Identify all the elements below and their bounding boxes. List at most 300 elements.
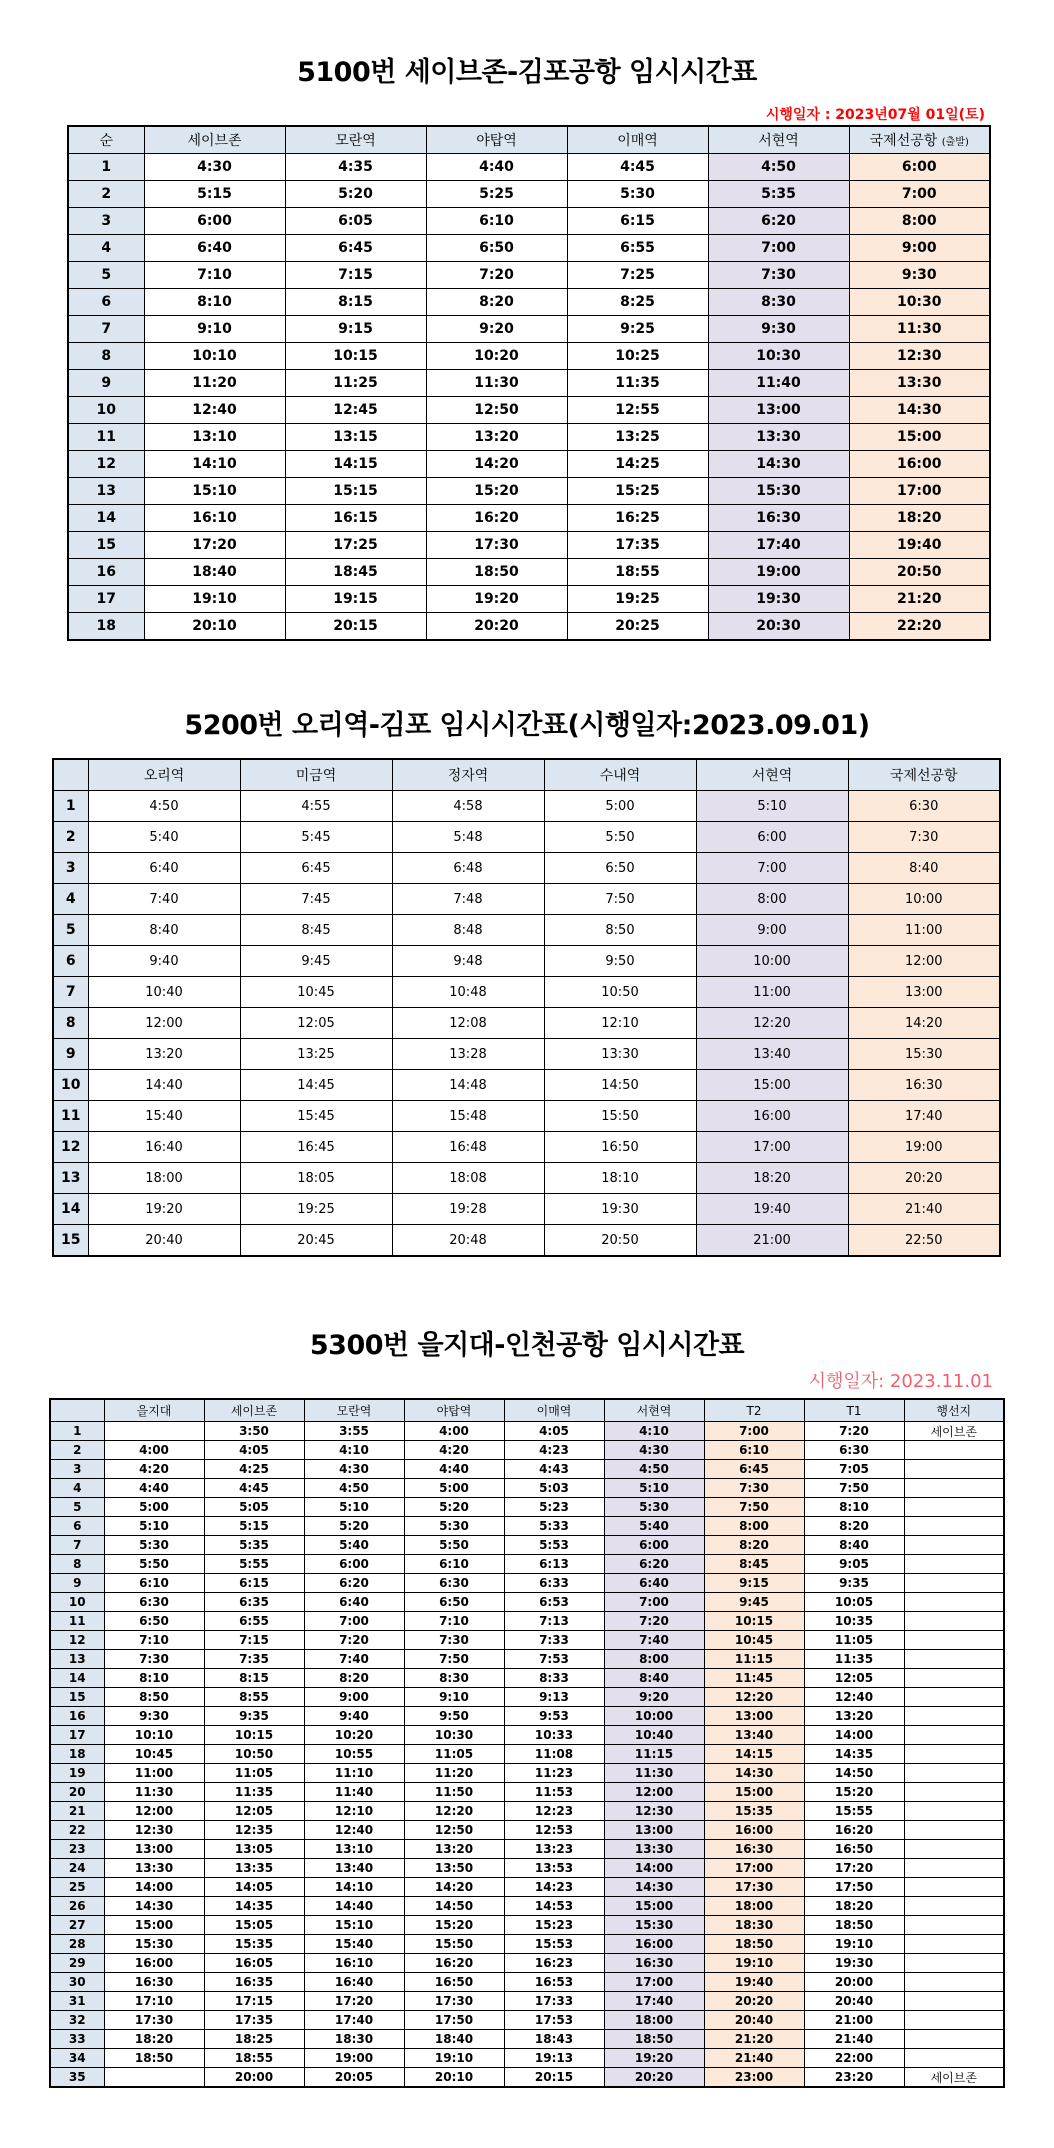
row-index: 25 (50, 1878, 104, 1897)
time-cell (904, 1688, 1004, 1707)
time-cell: 7:35 (204, 1650, 304, 1669)
time-cell: 8:48 (392, 915, 544, 946)
time-cell: 4:55 (240, 791, 392, 822)
time-cell: 5:00 (104, 1498, 204, 1517)
time-cell: 8:20 (426, 289, 567, 316)
time-cell: 22:50 (848, 1225, 1000, 1257)
row-index: 6 (68, 289, 144, 316)
time-cell (904, 1555, 1004, 1574)
row-index: 2 (68, 181, 144, 208)
time-cell: 10:20 (304, 1726, 404, 1745)
time-cell: 4:40 (104, 1479, 204, 1498)
time-cell: 15:10 (144, 478, 285, 505)
time-cell: 20:20 (604, 2068, 704, 2088)
time-cell: 15:23 (504, 1916, 604, 1935)
time-cell: 4:58 (392, 791, 544, 822)
time-cell: 4:00 (404, 1422, 504, 1441)
time-cell: 18:20 (804, 1897, 904, 1916)
time-cell: 10:35 (804, 1612, 904, 1631)
time-cell: 14:50 (544, 1070, 696, 1101)
time-cell: 16:30 (604, 1954, 704, 1973)
time-cell: 8:20 (304, 1669, 404, 1688)
timetable-5100 (67, 125, 991, 641)
time-cell: 20:05 (304, 2068, 404, 2088)
time-cell: 20:15 (504, 2068, 604, 2088)
time-cell: 9:45 (704, 1593, 804, 1612)
time-cell: 14:35 (204, 1897, 304, 1916)
table-row (50, 1821, 1004, 1840)
time-cell: 11:30 (104, 1783, 204, 1802)
row-index: 15 (50, 1688, 104, 1707)
time-cell: 17:30 (404, 1992, 504, 2011)
time-cell: 13:25 (240, 1039, 392, 1070)
timetable-5200 (52, 758, 1001, 1257)
header-seq: 순 (68, 126, 144, 154)
time-cell (904, 1992, 1004, 2011)
time-cell: 19:30 (544, 1194, 696, 1225)
time-cell: 12:55 (567, 397, 708, 424)
row-index: 1 (50, 1422, 104, 1441)
time-cell: 16:30 (708, 505, 849, 532)
time-cell: 16:50 (404, 1973, 504, 1992)
time-cell: 10:48 (392, 977, 544, 1008)
row-index: 3 (53, 853, 88, 884)
time-cell: 18:55 (204, 2049, 304, 2068)
table-row (50, 1745, 1004, 1764)
time-cell: 20:10 (144, 613, 285, 641)
time-cell: 6:20 (708, 208, 849, 235)
table-row (50, 1650, 1004, 1669)
time-cell: 10:00 (848, 884, 1000, 915)
time-cell: 7:33 (504, 1631, 604, 1650)
row-index: 6 (53, 946, 88, 977)
row-index: 1 (53, 791, 88, 822)
time-cell: 20:15 (285, 613, 426, 641)
time-cell: 12:10 (304, 1802, 404, 1821)
time-cell: 4:50 (708, 154, 849, 181)
table-row (68, 181, 990, 208)
time-cell: 6:30 (404, 1574, 504, 1593)
time-cell: 8:20 (704, 1536, 804, 1555)
header-airport: 국제선공항 (869, 133, 938, 149)
time-cell: 6:55 (567, 235, 708, 262)
row-index: 4 (53, 884, 88, 915)
time-cell: 17:40 (848, 1101, 1000, 1132)
time-cell: 10:15 (704, 1612, 804, 1631)
time-cell: 9:25 (567, 316, 708, 343)
time-cell: 14:30 (104, 1897, 204, 1916)
time-cell: 17:40 (304, 2011, 404, 2030)
time-cell: 16:30 (104, 1973, 204, 1992)
time-cell: 18:40 (144, 559, 285, 586)
time-cell: 6:00 (304, 1555, 404, 1574)
time-cell (904, 1802, 1004, 1821)
time-cell: 16:35 (204, 1973, 304, 1992)
table-row (68, 343, 990, 370)
time-cell: 19:10 (704, 1954, 804, 1973)
time-cell: 5:10 (104, 1517, 204, 1536)
time-cell: 6:40 (88, 853, 240, 884)
time-cell: 14:10 (304, 1878, 404, 1897)
time-cell: 8:10 (804, 1498, 904, 1517)
time-cell: 18:55 (567, 559, 708, 586)
time-cell: 13:23 (504, 1840, 604, 1859)
time-cell: 15:20 (804, 1783, 904, 1802)
time-cell: 17:40 (708, 532, 849, 559)
header-departure-note: (출발) (941, 137, 969, 148)
time-cell: 3:50 (204, 1422, 304, 1441)
title-5300: 5300번 을지대-인천공항 임시시간표 (309, 1330, 745, 1361)
table-row (53, 915, 1000, 946)
row-index: 9 (50, 1574, 104, 1593)
time-cell: 9:50 (404, 1707, 504, 1726)
row-index: 29 (50, 1954, 104, 1973)
time-cell (104, 2068, 204, 2088)
time-cell: 5:40 (304, 1536, 404, 1555)
time-cell: 4:35 (285, 154, 426, 181)
time-cell: 5:10 (604, 1479, 704, 1498)
time-cell: 18:00 (604, 2011, 704, 2030)
time-cell: 9:48 (392, 946, 544, 977)
table-row (50, 1840, 1004, 1859)
time-cell: 19:20 (426, 586, 567, 613)
time-cell: 6:50 (404, 1593, 504, 1612)
time-cell: 15:00 (704, 1783, 804, 1802)
time-cell: 7:40 (304, 1650, 404, 1669)
time-cell: 12:00 (848, 946, 1000, 977)
time-cell (904, 1498, 1004, 1517)
time-cell: 12:35 (204, 1821, 304, 1840)
time-cell (904, 2030, 1004, 2049)
time-cell: 17:50 (804, 1878, 904, 1897)
time-cell: 20:48 (392, 1225, 544, 1257)
time-cell: 4:05 (204, 1441, 304, 1460)
row-index: 30 (50, 1973, 104, 1992)
time-cell: 14:00 (604, 1859, 704, 1878)
time-cell (904, 1840, 1004, 1859)
header-stop: 모란역 (285, 126, 426, 154)
time-cell: 7:30 (704, 1479, 804, 1498)
time-cell: 18:50 (804, 1916, 904, 1935)
time-cell: 7:10 (404, 1612, 504, 1631)
time-cell: 7:30 (708, 262, 849, 289)
table-row (68, 208, 990, 235)
row-index: 14 (50, 1669, 104, 1688)
time-cell: 13:30 (104, 1859, 204, 1878)
time-cell: 18:50 (704, 1935, 804, 1954)
time-cell: 19:20 (604, 2049, 704, 2068)
table-row (53, 1070, 1000, 1101)
time-cell: 16:20 (426, 505, 567, 532)
time-cell: 11:23 (504, 1764, 604, 1783)
time-cell: 19:00 (848, 1132, 1000, 1163)
header-stop (849, 126, 990, 154)
time-cell: 10:40 (604, 1726, 704, 1745)
time-cell: 13:00 (604, 1821, 704, 1840)
table-row (50, 1992, 1004, 2011)
time-cell: 6:00 (696, 822, 848, 853)
row-index: 12 (68, 451, 144, 478)
time-cell: 7:15 (285, 262, 426, 289)
table-row (53, 946, 1000, 977)
time-cell: 11:35 (204, 1783, 304, 1802)
time-cell: 11:35 (804, 1650, 904, 1669)
table-row (50, 1498, 1004, 1517)
time-cell: 6:10 (426, 208, 567, 235)
row-index: 7 (50, 1536, 104, 1555)
time-cell: 7:50 (404, 1650, 504, 1669)
time-cell (904, 1479, 1004, 1498)
row-index: 17 (50, 1726, 104, 1745)
time-cell: 6:40 (604, 1574, 704, 1593)
row-index: 19 (50, 1764, 104, 1783)
time-cell: 18:10 (544, 1163, 696, 1194)
time-cell: 6:45 (240, 853, 392, 884)
time-cell: 8:55 (204, 1688, 304, 1707)
time-cell: 19:25 (567, 586, 708, 613)
table-row (68, 316, 990, 343)
time-cell: 18:50 (426, 559, 567, 586)
time-cell (904, 1897, 1004, 1916)
row-index: 16 (68, 559, 144, 586)
time-cell: 21:00 (804, 2011, 904, 2030)
time-cell: 5:20 (404, 1498, 504, 1517)
header-row (68, 126, 990, 154)
time-cell: 9:13 (504, 1688, 604, 1707)
header-stop: 수내역 (544, 759, 696, 791)
time-cell: 19:30 (804, 1954, 904, 1973)
time-cell: 세이브존 (904, 1422, 1004, 1441)
time-cell: 8:40 (88, 915, 240, 946)
time-cell: 13:30 (708, 424, 849, 451)
time-cell: 8:30 (708, 289, 849, 316)
time-cell: 15:30 (104, 1935, 204, 1954)
time-cell: 18:20 (696, 1163, 848, 1194)
time-cell: 20:25 (567, 613, 708, 641)
time-cell: 19:20 (88, 1194, 240, 1225)
time-cell: 17:25 (285, 532, 426, 559)
time-cell: 15:50 (544, 1101, 696, 1132)
time-cell: 8:25 (567, 289, 708, 316)
row-index: 13 (68, 478, 144, 505)
time-cell: 17:40 (604, 1992, 704, 2011)
time-cell: 10:30 (708, 343, 849, 370)
time-cell: 13:00 (104, 1840, 204, 1859)
time-cell: 7:53 (504, 1650, 604, 1669)
time-cell: 21:40 (804, 2030, 904, 2049)
table-row (68, 370, 990, 397)
time-cell: 4:40 (404, 1460, 504, 1479)
time-cell: 19:30 (708, 586, 849, 613)
time-cell: 14:25 (567, 451, 708, 478)
time-cell: 5:50 (544, 822, 696, 853)
time-cell: 5:25 (426, 181, 567, 208)
time-cell: 19:40 (704, 1973, 804, 1992)
time-cell: 9:40 (304, 1707, 404, 1726)
time-cell: 6:53 (504, 1593, 604, 1612)
time-cell: 18:00 (704, 1897, 804, 1916)
time-cell: 10:15 (204, 1726, 304, 1745)
time-cell: 10:45 (240, 977, 392, 1008)
table-row (53, 1008, 1000, 1039)
table-row (68, 424, 990, 451)
row-index: 12 (53, 1132, 88, 1163)
row-index: 2 (53, 822, 88, 853)
time-cell: 15:25 (567, 478, 708, 505)
time-cell: 12:10 (544, 1008, 696, 1039)
time-cell: 4:43 (504, 1460, 604, 1479)
header-stop: 정자역 (392, 759, 544, 791)
row-index: 3 (50, 1460, 104, 1479)
table-row (50, 1574, 1004, 1593)
time-cell (904, 2049, 1004, 2068)
time-cell: 10:50 (544, 977, 696, 1008)
time-cell: 17:00 (604, 1973, 704, 1992)
time-cell: 19:10 (404, 2049, 504, 2068)
time-cell: 15:00 (604, 1897, 704, 1916)
table-row (68, 586, 990, 613)
time-cell (904, 1574, 1004, 1593)
time-cell: 10:33 (504, 1726, 604, 1745)
time-cell: 9:00 (849, 235, 990, 262)
time-cell (904, 1764, 1004, 1783)
time-cell: 16:30 (704, 1840, 804, 1859)
time-cell: 21:40 (848, 1194, 1000, 1225)
time-cell: 13:25 (567, 424, 708, 451)
time-cell (904, 1612, 1004, 1631)
time-cell: 18:08 (392, 1163, 544, 1194)
time-cell: 16:40 (304, 1973, 404, 1992)
row-index: 8 (68, 343, 144, 370)
table-row (50, 1916, 1004, 1935)
time-cell: 13:20 (426, 424, 567, 451)
table-row (50, 1593, 1004, 1612)
time-cell: 20:20 (848, 1163, 1000, 1194)
time-cell: 5:50 (104, 1555, 204, 1574)
time-cell: 8:30 (404, 1669, 504, 1688)
time-cell: 4:50 (604, 1460, 704, 1479)
row-index: 11 (68, 424, 144, 451)
time-cell: 12:20 (704, 1688, 804, 1707)
time-cell: 13:00 (708, 397, 849, 424)
time-cell: 8:40 (848, 853, 1000, 884)
time-cell: 22:20 (849, 613, 990, 641)
table-row (68, 613, 990, 641)
header-stop: 세이브존 (204, 1399, 304, 1422)
row-index: 28 (50, 1935, 104, 1954)
time-cell: 5:15 (204, 1517, 304, 1536)
time-cell: 7:00 (696, 853, 848, 884)
time-cell: 7:10 (104, 1631, 204, 1650)
time-cell: 17:35 (567, 532, 708, 559)
time-cell: 14:20 (426, 451, 567, 478)
time-cell: 11:25 (285, 370, 426, 397)
table-row (50, 1783, 1004, 1802)
header-stop: 이매역 (504, 1399, 604, 1422)
time-cell: 13:30 (604, 1840, 704, 1859)
time-cell: 17:00 (696, 1132, 848, 1163)
time-cell: 6:10 (704, 1441, 804, 1460)
time-cell: 16:30 (848, 1070, 1000, 1101)
time-cell: 11:05 (204, 1764, 304, 1783)
time-cell: 5:30 (104, 1536, 204, 1555)
row-index: 5 (68, 262, 144, 289)
time-cell (904, 1593, 1004, 1612)
time-cell: 16:50 (804, 1840, 904, 1859)
header-row (53, 759, 1000, 791)
time-cell: 17:00 (849, 478, 990, 505)
time-cell (904, 1517, 1004, 1536)
table-row (53, 1101, 1000, 1132)
time-cell: 7:50 (804, 1479, 904, 1498)
table-row (53, 791, 1000, 822)
time-cell: 7:30 (404, 1631, 504, 1650)
time-cell: 14:45 (240, 1070, 392, 1101)
time-cell: 5:05 (204, 1498, 304, 1517)
time-cell: 10:20 (426, 343, 567, 370)
time-cell: 9:00 (304, 1688, 404, 1707)
time-cell: 13:05 (204, 1840, 304, 1859)
time-cell: 10:10 (104, 1726, 204, 1745)
time-cell: 16:53 (504, 1973, 604, 1992)
row-index: 11 (53, 1101, 88, 1132)
table-row (50, 1764, 1004, 1783)
time-cell: 5:20 (285, 181, 426, 208)
time-cell: 16:50 (544, 1132, 696, 1163)
time-cell: 11:30 (849, 316, 990, 343)
time-cell: 15:20 (426, 478, 567, 505)
time-cell: 18:30 (304, 2030, 404, 2049)
table-row (50, 1802, 1004, 1821)
header-stop: 모란역 (304, 1399, 404, 1422)
time-cell: 9:20 (426, 316, 567, 343)
time-cell: 5:50 (404, 1536, 504, 1555)
table-row (50, 1555, 1004, 1574)
time-cell: 16:20 (404, 1954, 504, 1973)
time-cell: 5:03 (504, 1479, 604, 1498)
time-cell: 11:05 (804, 1631, 904, 1650)
time-cell: 17:20 (144, 532, 285, 559)
time-cell: 6:48 (392, 853, 544, 884)
time-cell: 11:35 (567, 370, 708, 397)
time-cell: 14:20 (848, 1008, 1000, 1039)
time-cell: 7:45 (240, 884, 392, 915)
table-row (50, 1517, 1004, 1536)
time-cell: 14:30 (849, 397, 990, 424)
header-stop: 을지대 (104, 1399, 204, 1422)
table-row (53, 1163, 1000, 1194)
time-cell: 19:25 (240, 1194, 392, 1225)
time-cell: 7:30 (848, 822, 1000, 853)
row-index: 2 (50, 1441, 104, 1460)
table-row (50, 1669, 1004, 1688)
time-cell (904, 1726, 1004, 1745)
time-cell: 13:20 (404, 1840, 504, 1859)
time-cell: 18:30 (704, 1916, 804, 1935)
time-cell: 12:05 (204, 1802, 304, 1821)
time-cell: 6:35 (204, 1593, 304, 1612)
time-cell: 16:10 (144, 505, 285, 532)
time-cell: 6:05 (285, 208, 426, 235)
time-cell: 11:10 (304, 1764, 404, 1783)
row-index: 18 (68, 613, 144, 641)
time-cell: 11:30 (426, 370, 567, 397)
time-cell: 7:15 (204, 1631, 304, 1650)
time-cell: 8:15 (204, 1669, 304, 1688)
time-cell: 7:50 (544, 884, 696, 915)
time-cell: 11:53 (504, 1783, 604, 1802)
time-cell: 15:05 (204, 1916, 304, 1935)
